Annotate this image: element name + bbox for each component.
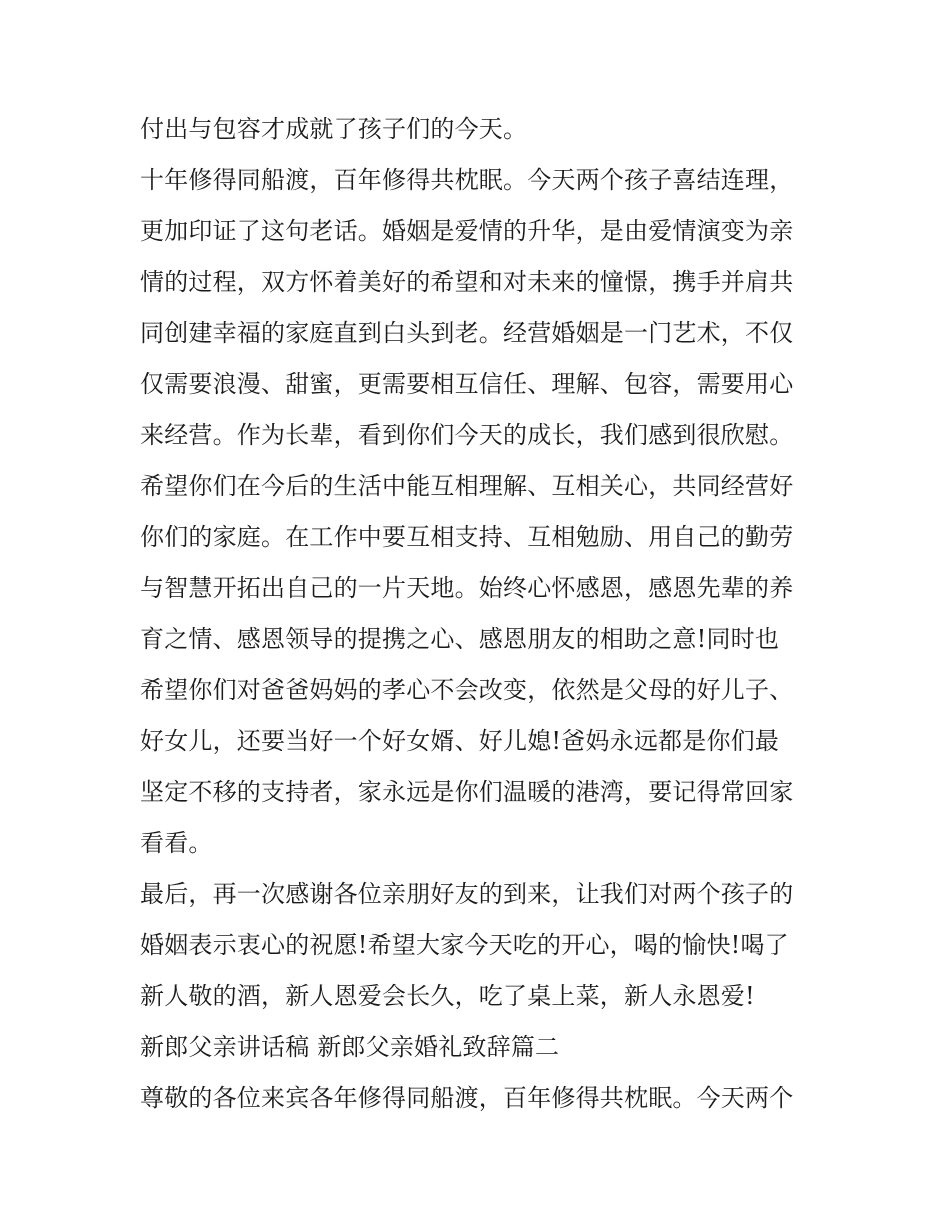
text-line: 希望你们在今后的生活中能互相理解、互相关心，共同经营好 — [140, 472, 794, 500]
text-line: 与智慧开拓出自己的一片天地。始终心怀感恩，感恩先辈的养 — [140, 574, 794, 602]
text-line: 坚定不移的支持者，家永远是你们温暖的港湾，要记得常回家 — [140, 778, 794, 806]
text-line: 婚姻表示衷心的祝愿!希望大家今天吃的开心，喝的愉快!喝了 — [140, 931, 789, 959]
text-line: 育之情、感恩领导的提携之心、感恩朋友的相助之意!同时也 — [140, 625, 780, 653]
text-line: 希望你们对爸爸妈妈的孝心不会改变，依然是父母的好儿子、 — [140, 676, 794, 704]
text-line: 同创建幸福的家庭直到白头到老。经营婚姻是一门艺术，不仅 — [140, 319, 794, 347]
text-line: 仅需要浪漫、甜蜜，更需要相互信任、理解、包容，需要用心 — [140, 370, 794, 398]
text-line: 更加印证了这句老话。婚姻是爱情的升华，是由爱情演变为亲 — [140, 217, 794, 245]
text-line: 新人敬的酒，新人恩爱会长久，吃了桌上菜，新人永恩爱! — [140, 982, 755, 1010]
text-line: 你们的家庭。在工作中要互相支持、互相勉励、用自己的勤劳 — [140, 523, 794, 551]
text-line: 尊敬的各位来宾各年修得同船渡，百年修得共枕眠。今天两个 — [140, 1084, 794, 1112]
text-line: 十年修得同船渡，百年修得共枕眠。今天两个孩子喜结连理， — [140, 166, 794, 194]
text-line: 看看。 — [140, 829, 213, 857]
text-line: 最后，再一次感谢各位亲朋好友的到来，让我们对两个孩子的 — [140, 880, 794, 908]
section-heading: 新郎父亲讲话稿 新郎父亲婚礼致辞篇二 — [140, 1033, 560, 1061]
text-line: 来经营。作为长辈，看到你们今天的成长，我们感到很欣慰。 — [140, 421, 794, 449]
text-line: 好女儿，还要当好一个好女婿、好儿媳!爸妈永远都是你们最 — [140, 727, 780, 755]
text-line: 情的过程，双方怀着美好的希望和对未来的憧憬，携手并肩共 — [140, 268, 794, 296]
text-line: 付出与包容才成就了孩子们的今天。 — [140, 115, 528, 143]
